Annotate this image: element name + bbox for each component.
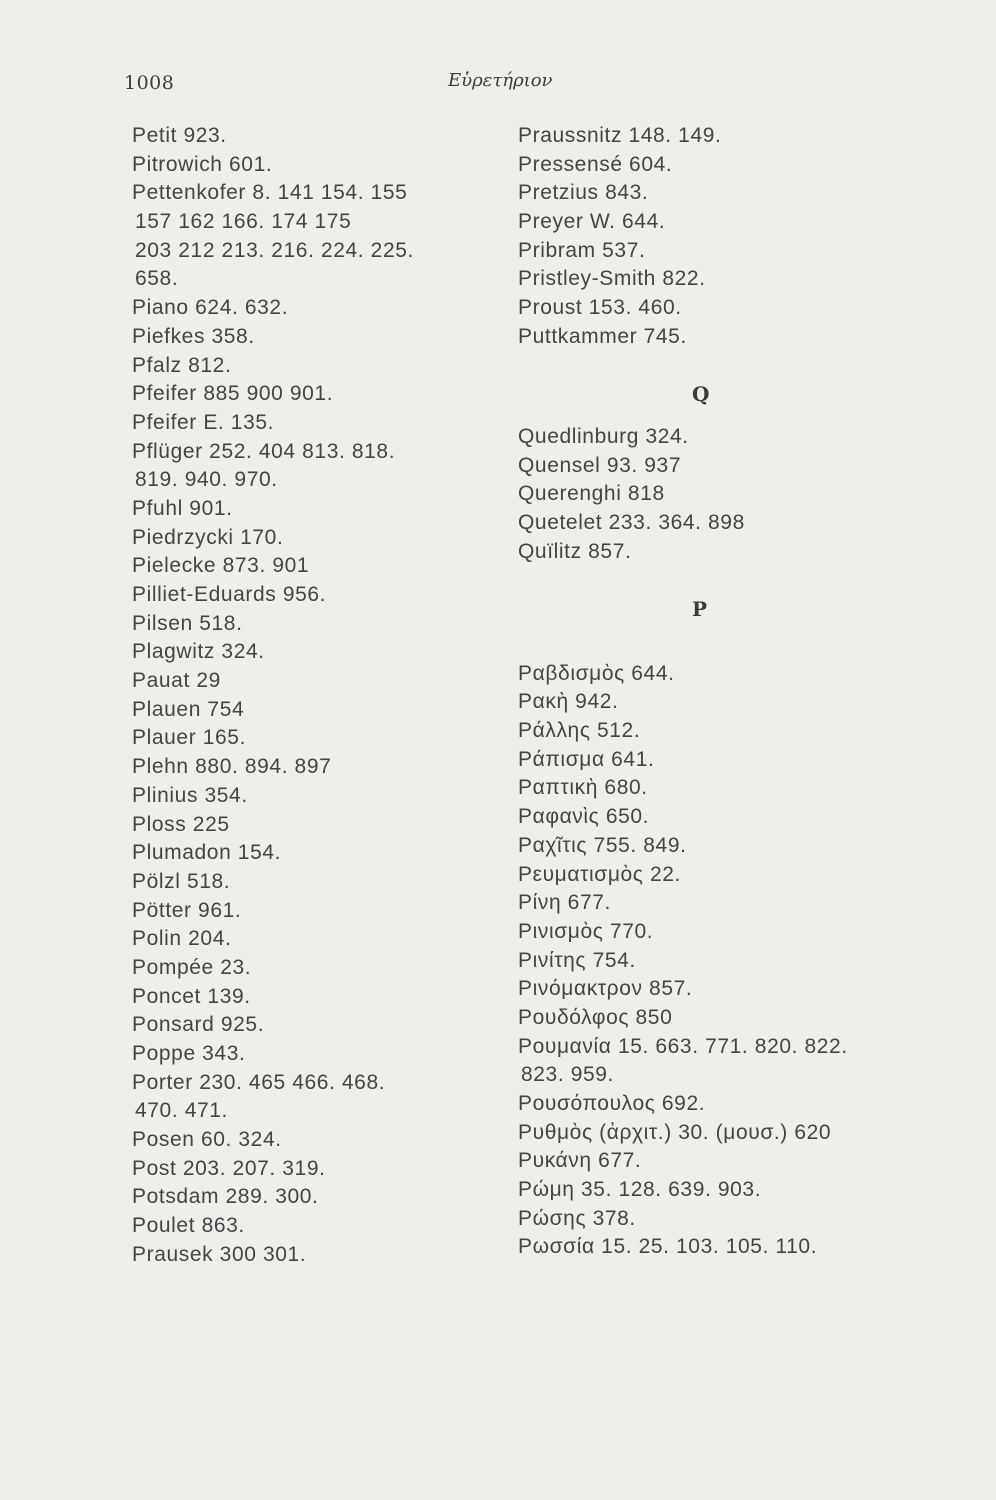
index-entry: Plumadon 154. [132,841,282,865]
index-entry: Ρίνη 677. [518,891,611,915]
index-entry: 470. 471. [135,1099,228,1123]
index-entry: Plehn 880. 894. 897 [132,755,332,779]
index-entry: Preyer W. 644. [518,210,666,234]
index-entry: Poppe 343. [132,1042,246,1065]
index-entry: Quensel 93. 937 [518,453,682,477]
index-entry: Poulet 863. [132,1214,245,1238]
index-entry: Pauat 29 [132,669,221,693]
spacer [518,352,888,381]
index-entry: Piefkes 358. [132,324,255,348]
p-entries [518,122,888,352]
section-heading-q: Q [692,382,711,407]
index-entry: Ρυκάνη 677. [518,1149,642,1173]
index-entry: Ρουδόλφος 850 [518,1005,673,1029]
index-entry: Pilliet-Eduards 956. [132,583,327,606]
index-entry: 157 162 166. 174 175 [135,210,352,234]
index-entry: 819. 940. 970. [135,468,278,492]
spacer [518,409,888,423]
index-entry: Quedlinburg 324. [518,424,689,448]
index-entry: Proust 153. 460. [518,296,682,320]
index-entry: Ράπισμα 641. [518,747,655,771]
index-entry: Plinius 354. [132,783,248,807]
index-column-right [518,122,888,1262]
index-column-left [132,122,492,1270]
index-entry: Ρώμη 35. 128. 639. 903. [518,1178,762,1202]
section-heading-rho: Ρ [692,597,708,621]
index-entry: 823. 959. [521,1063,614,1087]
index-entry: Piedrzycki 170. [132,525,284,549]
index-entry: Porter 230. 465 466. 468. [132,1070,386,1094]
index-entry: Ponsard 925. [132,1013,265,1037]
spacer [518,566,888,595]
index-entry: Ρευματισμὸς 22. [518,862,681,886]
index-entry: Praussnitz 148. 149. [518,124,722,147]
index-entry: Ρινισμὸς 770. [518,919,654,943]
running-title: Εὑρετήριον [448,70,553,91]
index-entry: Pfeifer E. 135. [132,410,275,434]
index-entry: Ραπτικὴ 680. [518,776,648,800]
index-entry: Pilsen 518. [132,611,243,635]
index-entry: Pötter 961. [132,898,242,922]
index-entry: 203 212 213. 216. 224. 225. [135,238,414,262]
index-entry: Pölzl 518. [132,869,231,893]
index-entry: Quïlitz 857. [518,539,632,563]
index-entry: Posen 60. 324. [132,1128,282,1152]
index-entry: Pfuhl 901. [132,496,233,520]
index-entry: Pettenkofer 8. 141 154. 155 [132,181,408,205]
index-entry: Plagwitz 324. [132,640,265,664]
index-entry: Pretzius 843. [518,181,649,205]
index-entry: Prausek 300 301. [132,1242,307,1266]
index-entry: Poncet 139. [132,984,251,1008]
index-entry: Pfalz 812. [132,353,232,377]
index-entry: Pressensé 604. [518,152,673,176]
index-entry: Plauen 754 [132,697,245,721]
index-entry: 658. [135,267,179,291]
index-entry: Ράλλης 512. [518,719,641,743]
index-entry: Ρινόμακτρον 857. [518,977,693,1001]
index-entry: Ρυθμὸς (ἀρχιτ.) 30. (μουσ.) 620 [518,1120,832,1144]
index-entry: Potsdam 289. 300. [132,1185,319,1209]
index-entry: Plauer 165. [132,726,247,750]
index-entry: Ploss 225 [132,812,230,836]
rho-entries [518,660,888,1262]
index-entry: Ραφανὶς 650. [518,805,650,829]
index-entry: Ρώσης 378. [518,1206,636,1230]
q-entries [518,423,888,566]
index-entry: Post 203. 207. 319. [132,1156,326,1180]
index-entry: Pielecke 873. 901 [132,554,310,578]
index-entry: Pristley-Smith 822. [518,267,706,291]
index-entry: Quetelet 233. 364. 898 [518,510,745,534]
index-entry: Ρουμανία 15. 663. 771. 820. 822. [518,1034,848,1058]
index-entry: Petit 923. [132,124,227,147]
index-entry: Ραχῖτις 755. 849. [518,833,687,857]
page-number: 1008 [124,72,175,94]
index-entry: Pflüger 252. 404 813. 818. [132,439,396,463]
index-entry: Ραβδισμὸς 644. [518,661,675,685]
index-entry: Pompée 23. [132,955,252,979]
index-entry: Pitrowich 601. [132,152,273,176]
index-entry: Pfeifer 885 900 901. [132,382,334,406]
index-entry: Piano 624. 632. [132,296,289,320]
spacer [518,624,888,660]
index-entry: Ρωσσία 15. 25. 103. 105. 110. [518,1235,818,1259]
index-entry: Ρακὴ 942. [518,690,619,714]
index-entry: Puttkammer 745. [518,324,687,348]
index-entry: Ρουσόπουλος 692. [518,1092,706,1115]
index-entry: Ρινίτης 754. [518,948,636,972]
index-entry: Querenghi 818 [518,482,665,506]
index-entry: Polin 204. [132,927,232,951]
index-entry: Pribram 537. [518,238,646,262]
